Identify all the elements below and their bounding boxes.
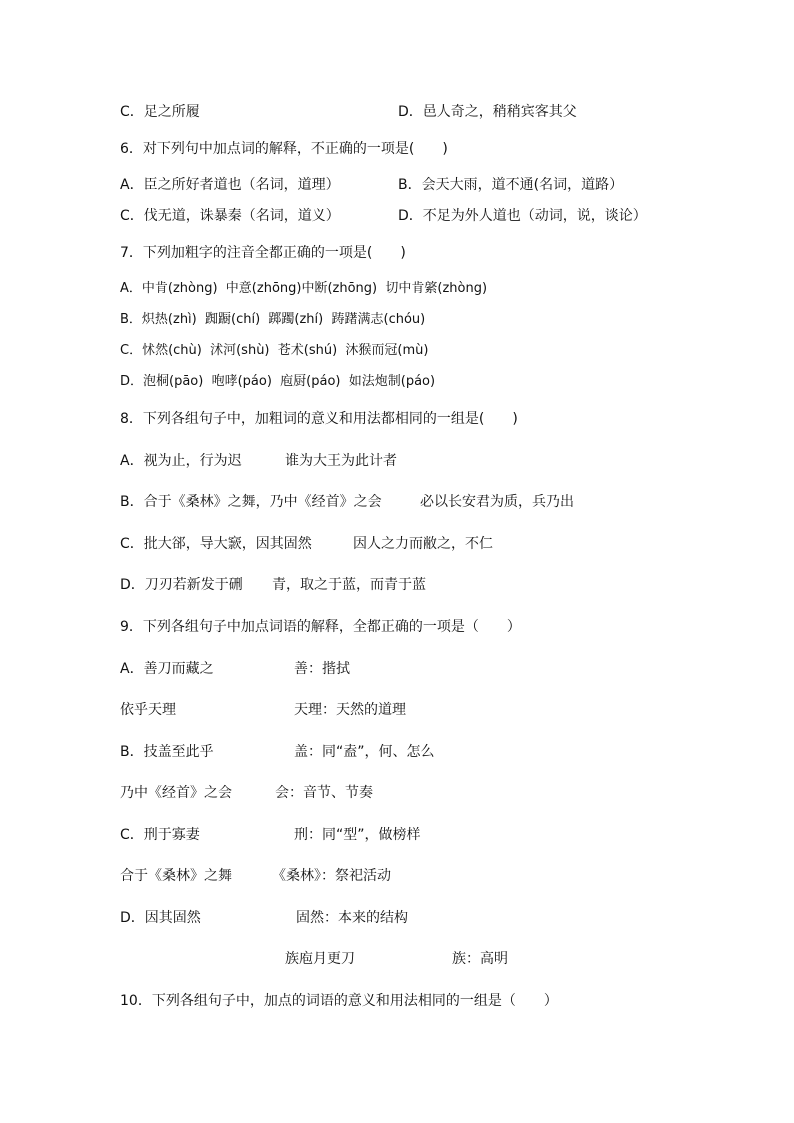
question-9-stem: 9．下列各组句子中加点词语的解释，全都正确的一项是（ ） (120, 619, 521, 635)
q8-option-b-left: B．合于《桑林》之舞，乃中《经首》之会 (120, 494, 382, 510)
q8-option-a-right: 谁为大王为此计者 (285, 453, 397, 469)
q6-option-d: D．不足为外人道也（动词，说，谈论） (398, 208, 647, 224)
question-8-stem: 8．下列各组句子中，加粗词的意义和用法都相同的一组是( ) (120, 411, 518, 427)
q6-option-c: C．伐无道，诛暴秦（名词，道义） (120, 208, 340, 224)
q9-d-explain: 固然：本来的结构 (296, 910, 408, 926)
q6-option-b: B．会天大雨，道不通(名词，道路） (398, 177, 624, 193)
q7-option-d: D．泡桐(pāo) 咆哮(páo) 庖厨(páo) 如法炮制(páo) (120, 374, 436, 389)
question-7-stem: 7．下列加粗字的注音全都正确的一项是( ) (120, 245, 406, 261)
q8-option-c-left: C．批大郤，导大窾，因其固然 (120, 536, 312, 552)
q9-a2-phrase: 依乎天理 (120, 702, 176, 718)
q9-b2-phrase: 乃中《经首》之会 (120, 785, 232, 801)
q9-d2-phrase: 族庖月更刀 (285, 951, 355, 967)
q7-option-c: C．怵然(chù) 沭河(shù) 苍术(shú) 沐猴而冠(mù) (120, 343, 429, 358)
q9-c-phrase: C．刑于寡妻 (120, 827, 200, 843)
q8-option-c-right: 因人之力而敝之，不仁 (353, 536, 493, 552)
q9-a-phrase: A．善刀而藏之 (120, 661, 214, 677)
option-c-text: C．足之所履 (120, 104, 200, 120)
question-10-stem: 10．下列各组句子中，加点的词语的意义和用法相同的一组是（ ） (120, 993, 558, 1009)
q9-c-explain: 刑：同“型”，做榜样 (294, 827, 421, 843)
q8-option-d-right: 青，取之于蓝，而青于蓝 (272, 577, 426, 593)
q7-option-a: A．中肯(zhòng) 中意(zhōng)中断(zhōng) 切中肯綮(zhòng) (120, 281, 488, 296)
q9-b-phrase: B．技盖至此乎 (120, 744, 214, 760)
q9-d2-explain: 族：高明 (452, 951, 508, 967)
q9-a2-explain: 天理：天然的道理 (294, 702, 406, 718)
q9-c2-phrase: 合于《桑林》之舞 (120, 868, 232, 884)
question-6-stem: 6．对下列句中加点词的解释，不正确的一项是( ) (120, 141, 448, 157)
q7-option-b: B．炽热(zhì) 踟蹰(chí) 踯躅(zhí) 踌躇满志(chóu) (120, 312, 426, 327)
q8-option-b-right: 必以长安君为质，兵乃出 (420, 494, 574, 510)
q6-option-a: A．臣之所好者道也（名词，道理） (120, 177, 340, 193)
q8-option-d-left: D．刀刃若新发于硎 (120, 577, 243, 593)
option-d-text: D．邑人奇之，稍稍宾客其父 (398, 104, 577, 120)
q9-b-explain: 盖：同“盍”，何、怎么 (294, 744, 435, 760)
q9-b2-explain: 会：音节、节奏 (275, 785, 373, 801)
q9-a-explain: 善：揩拭 (294, 661, 350, 677)
q8-option-a-left: A．视为止，行为迟 (120, 453, 242, 469)
q9-c2-explain: 《桑林》：祭祀活动 (272, 868, 391, 884)
q9-d-phrase: D．因其固然 (120, 910, 201, 926)
